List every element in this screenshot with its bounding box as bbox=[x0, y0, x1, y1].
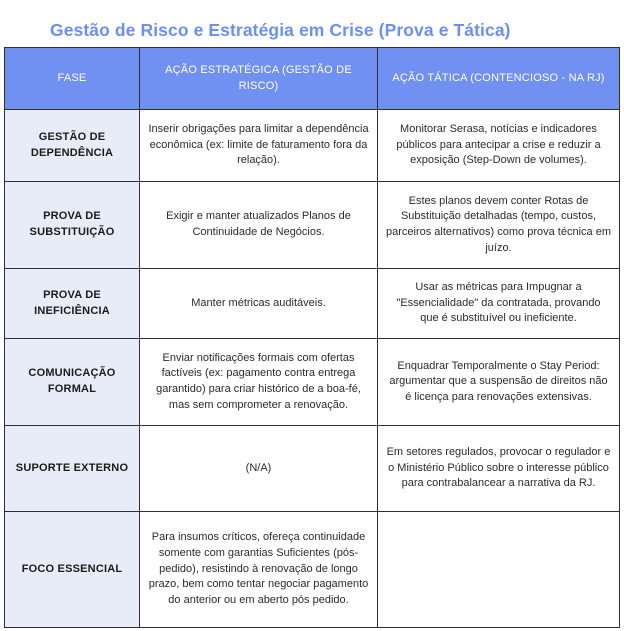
table-row bbox=[5, 110, 620, 182]
strategy-table bbox=[4, 47, 620, 628]
header-acao-tatica: AÇÃO TÁTICA (CONTENCIOSO - NA RJ) bbox=[378, 48, 620, 110]
tactical-cell bbox=[378, 512, 620, 628]
strategic-cell: Inserir obrigações para limitar a dependência econômica (ex: limite de faturamento fora da relação). bbox=[140, 110, 378, 182]
tactical-cell: Em setores regulados, provocar o regulador e o Ministério Público sobre o interesse público para contrabalancear a narrativa da RJ. bbox=[378, 426, 620, 512]
phase-cell: FOCO ESSENCIAL bbox=[5, 512, 140, 628]
strategic-cell: (N/A) bbox=[140, 426, 378, 512]
strategic-cell: Manter métricas auditáveis. bbox=[140, 269, 378, 339]
page-title: Gestão de Risco e Estratégia em Crise (Prova e Tática) bbox=[50, 20, 511, 40]
table-row bbox=[5, 339, 620, 426]
header-acao-estrategica: AÇÃO ESTRATÉGICA (GESTÃO DE RISCO) bbox=[140, 48, 378, 110]
tactical-cell: Estes planos devem conter Rotas de Substituição detalhadas (tempo, custos, parceiros alternativos) como prova técnica em juízo. bbox=[378, 182, 620, 269]
tactical-cell: Enquadrar Temporalmente o Stay Period: argumentar que a suspensão de direitos não é licença para renovações extensivas. bbox=[378, 339, 620, 426]
table-row bbox=[5, 426, 620, 512]
phase-cell: PROVA DE SUBSTITUIÇÃO bbox=[5, 182, 140, 269]
table-row bbox=[5, 182, 620, 269]
phase-cell: COMUNICAÇÃO FORMAL bbox=[5, 339, 140, 426]
phase-cell: PROVA DE INEFICIÊNCIA bbox=[5, 269, 140, 339]
table-row bbox=[5, 269, 620, 339]
strategic-cell: Para insumos críticos, ofereça continuidade somente com garantias Suficientes (pós-pedido), resistindo à renovação de longo prazo, bem como tentar negociar pagamento do anterior ou em aberto pós pedido. bbox=[140, 512, 378, 628]
phase-cell: GESTÃO DE DEPENDÊNCIA bbox=[5, 110, 140, 182]
tactical-cell: Usar as métricas para Impugnar a "Essencialidade" da contratada, provando que é substituível ou ineficiente. bbox=[378, 269, 620, 339]
tactical-cell: Monitorar Serasa, notícias e indicadores públicos para antecipar a crise e reduzir a exposição (Step-Down de volumes). bbox=[378, 110, 620, 182]
strategic-cell: Enviar notificações formais com ofertas factíveis (ex: pagamento contra entrega garantido) para criar histórico de a boa-fé, mas sem comprometer a renovação. bbox=[140, 339, 378, 426]
table-header-row bbox=[5, 48, 620, 110]
header-fase: FASE bbox=[5, 48, 140, 110]
strategic-cell: Exigir e manter atualizados Planos de Continuidade de Negócios. bbox=[140, 182, 378, 269]
phase-cell: SUPORTE EXTERNO bbox=[5, 426, 140, 512]
table-row bbox=[5, 512, 620, 628]
